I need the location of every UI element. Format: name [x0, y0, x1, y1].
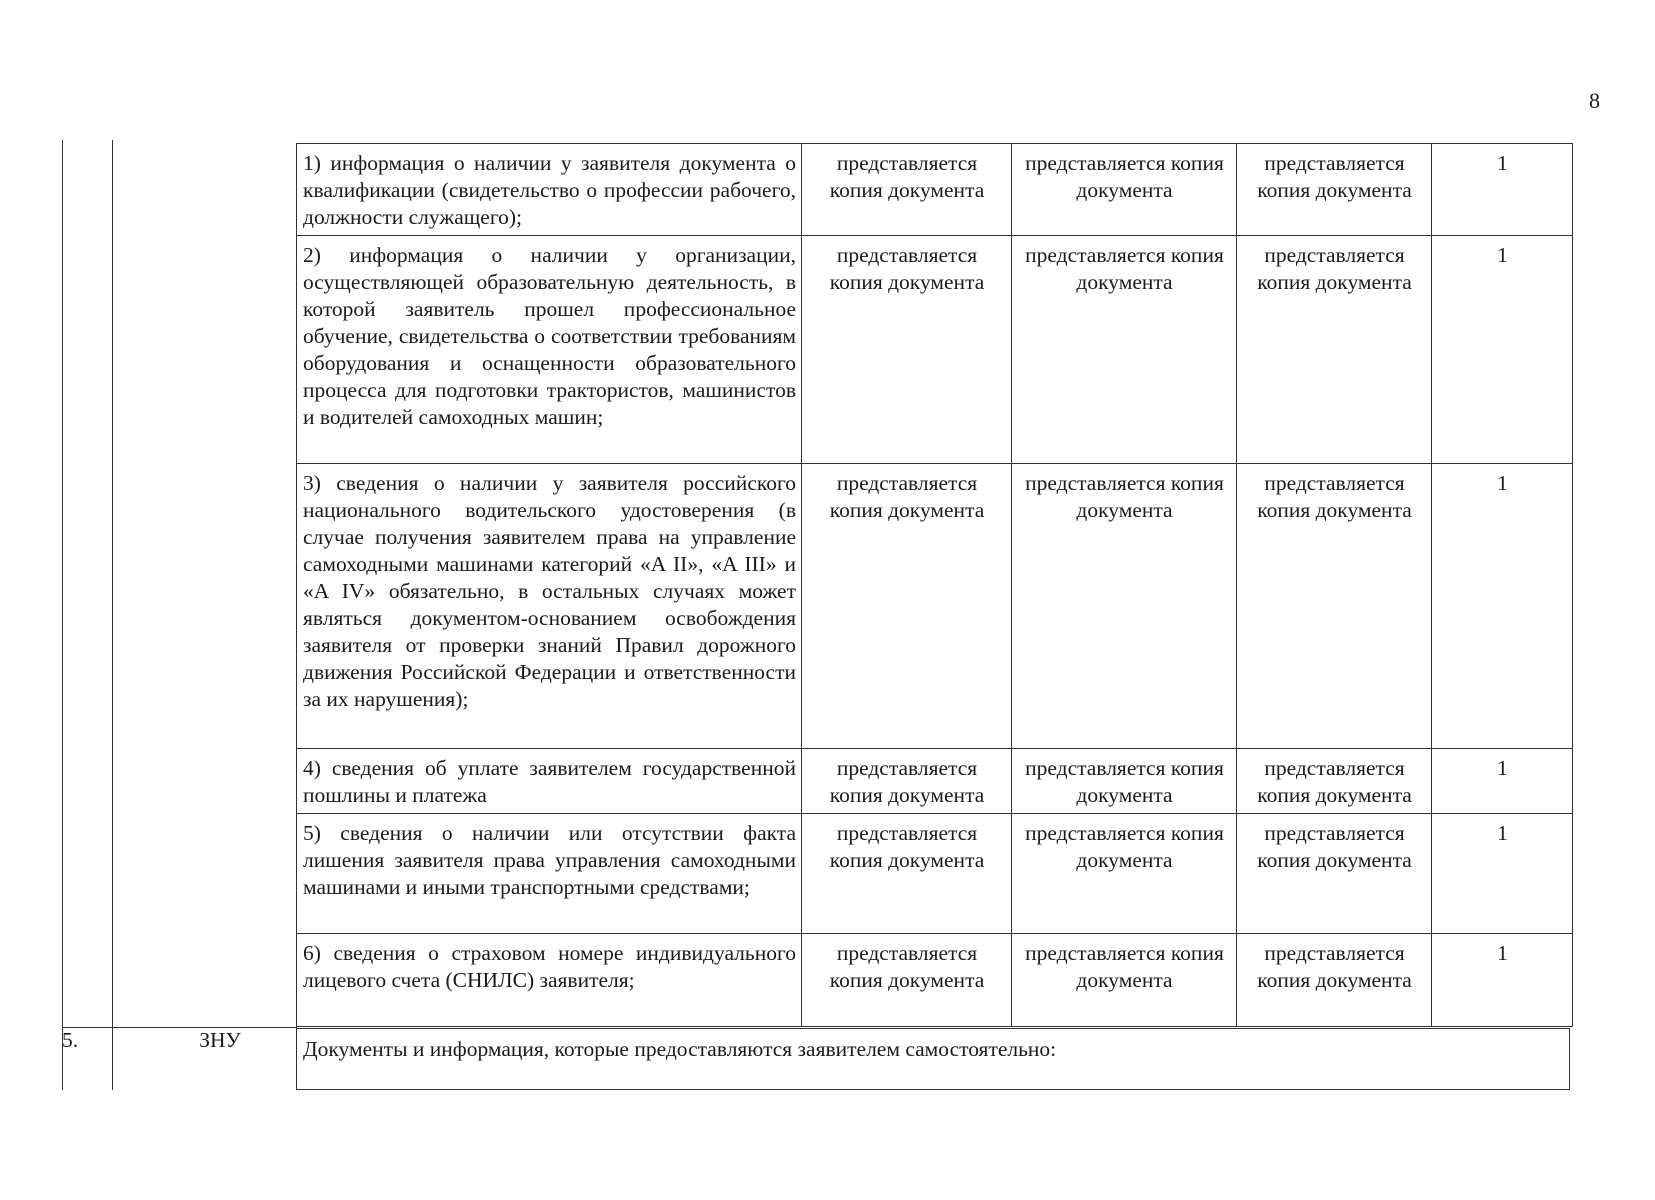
row5-text: Документы и информация, которые предоставляются заявителем самостоятельно:: [303, 1037, 1057, 1061]
page-number: 8: [1589, 88, 1600, 113]
left-border-line: [62, 140, 63, 1090]
number-column-divider: [112, 140, 113, 1090]
row-cell: представляется копия документа: [1237, 934, 1432, 1027]
row-cell: представляется копия документа: [1012, 236, 1237, 464]
row-cell: представляется копия документа: [1237, 749, 1432, 814]
table-row: [297, 814, 1573, 934]
row-cell: представляется копия документа: [1237, 236, 1432, 464]
row-cell: представляется копия документа: [802, 464, 1012, 749]
row-cell: представляется копия документа: [802, 236, 1012, 464]
row-description: 1) информация о наличии у заявителя документа о квалификации (свидетельство о профессии рабочего, должности служащего);: [297, 144, 802, 236]
row-cell: представляется копия документа: [802, 934, 1012, 1027]
row-description: 6) сведения о страховом номере индивидуального лицевого счета (СНИЛС) заявителя;: [297, 934, 802, 1027]
documents-table: [296, 143, 1573, 1027]
row5-code: ЗНУ: [199, 1028, 241, 1052]
row-cell: представляется копия документа: [802, 144, 1012, 236]
row-count: 1: [1432, 236, 1573, 464]
row-count: 1: [1432, 934, 1573, 1027]
row-cell: представляется копия документа: [802, 749, 1012, 814]
row-cell: представляется копия документа: [1237, 464, 1432, 749]
row-count: 1: [1432, 749, 1573, 814]
row-cell: представляется копия документа: [1012, 464, 1237, 749]
row5-number: 5.: [62, 1028, 79, 1052]
row-count: 1: [1432, 144, 1573, 236]
row-cell: представляется копия документа: [1237, 814, 1432, 934]
table-row: [297, 934, 1573, 1027]
row5-text-box: [296, 1028, 1570, 1090]
table-row: [297, 464, 1573, 749]
row-cell: представляется копия документа: [1237, 144, 1432, 236]
row-description: 4) сведения об уплате заявителем государственной пошлины и платежа: [297, 749, 802, 814]
row-cell: представляется копия документа: [1012, 814, 1237, 934]
row-cell: представляется копия документа: [1012, 934, 1237, 1027]
table-row: [297, 749, 1573, 814]
row-description: 3) сведения о наличии у заявителя российского национального водительского удостоверения (в случае получения заявителем права на управление самоходными машинами категорий «A II», «A III» и «A IV» обязательно, в остальных случаях может являться документом-основанием освобождения заявителя от проверки знаний Правил дорожного движения Российской Федерации и ответственности за их нарушения);: [297, 464, 802, 749]
row-cell: представляется копия документа: [1012, 749, 1237, 814]
row-cell: представляется копия документа: [1012, 144, 1237, 236]
row-description: 2) информация о наличии у организации, осуществляющей образовательную деятельность, в которой заявитель прошел профессиональное обучение, свидетельства о соответствии требованиям оборудования и оснащенности образовательного процесса для подготовки трактористов, машинистов и водителей самоходных машин;: [297, 236, 802, 464]
table-row: [297, 144, 1573, 236]
row-count: 1: [1432, 464, 1573, 749]
row-cell: представляется копия документа: [802, 814, 1012, 934]
row-description: 5) сведения о наличии или отсутствии факта лишения заявителя права управления самоходными машинами и иными транспортными средствами;: [297, 814, 802, 934]
table-row: [297, 236, 1573, 464]
row-count: 1: [1432, 814, 1573, 934]
